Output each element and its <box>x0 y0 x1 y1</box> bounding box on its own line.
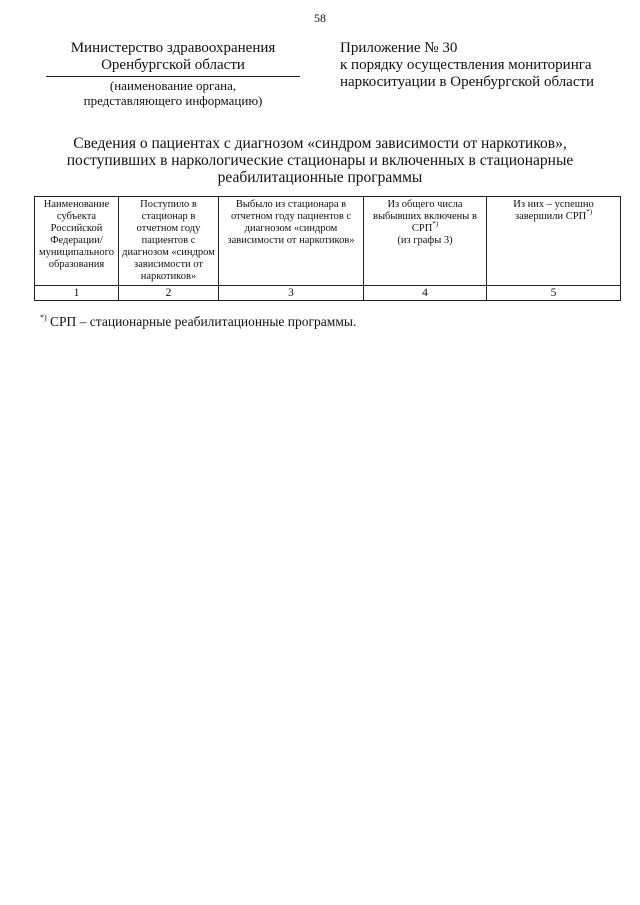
appendix-number: Приложение № 30 <box>340 40 458 56</box>
report-table <box>34 196 621 301</box>
header-text: Наименование субъекта Российской Федерации/ муниципального образования <box>39 199 114 270</box>
organization-name-line1: Министерство здравоохранения <box>70 40 276 56</box>
header-text: Поступило в стационар в отчетном году пациентов с диагнозом «синдром зависимости от наркотиков» <box>122 199 215 282</box>
document-title-line1: Сведения о пациентах с диагнозом «синдром зависимости от наркотиков», <box>73 135 567 152</box>
header-cell-completed-srp <box>487 197 621 286</box>
column-number: 3 <box>219 286 364 301</box>
column-number: 2 <box>119 286 219 301</box>
footnote-mark: *) <box>586 208 593 216</box>
footnote-text: СРП – стационарные реабилитационные программы. <box>50 314 357 329</box>
document-title-line2: поступивших в наркологические стационары и включенных в стационарные <box>66 152 574 169</box>
column-number: 1 <box>35 286 119 301</box>
appendix-reference-line1: к порядку осуществления мониторинга <box>340 57 592 73</box>
appendix-reference-line2: наркоситуации в Оренбургской области <box>340 74 595 90</box>
footnote-mark: *) <box>40 313 47 322</box>
document-title <box>40 135 600 186</box>
header-text: Выбыло из стационара в отчетном году пациентов с диагнозом «синдром зависимости от наркотиков» <box>227 199 355 246</box>
header-cell-discharged <box>219 197 364 286</box>
column-number-row <box>35 286 621 301</box>
column-number: 4 <box>364 286 487 301</box>
header-suffix: (из графы 3) <box>397 235 453 246</box>
organization-note-line2: представляющего информацию) <box>83 93 263 108</box>
footnote <box>40 313 356 330</box>
header-cell-included-srp <box>364 197 487 286</box>
header-cell-admitted <box>119 197 219 286</box>
appendix-block <box>340 40 620 91</box>
header-text: Из них – успешно завершили СРП <box>513 199 594 222</box>
page-number: 58 <box>314 11 326 25</box>
organization-block <box>40 40 306 108</box>
header-cell-region <box>35 197 119 286</box>
organization-underline <box>46 76 300 77</box>
organization-note-line1: (наименование органа, <box>109 78 237 93</box>
column-number: 5 <box>487 286 621 301</box>
table-header-row <box>35 197 621 286</box>
header-text: Из общего числа выбывших включены в СРП <box>373 199 477 234</box>
document-title-line3: реабилитационные программы <box>217 169 423 186</box>
organization-name-line2: Оренбургской области <box>101 57 245 73</box>
footnote-mark: *) <box>432 220 439 228</box>
